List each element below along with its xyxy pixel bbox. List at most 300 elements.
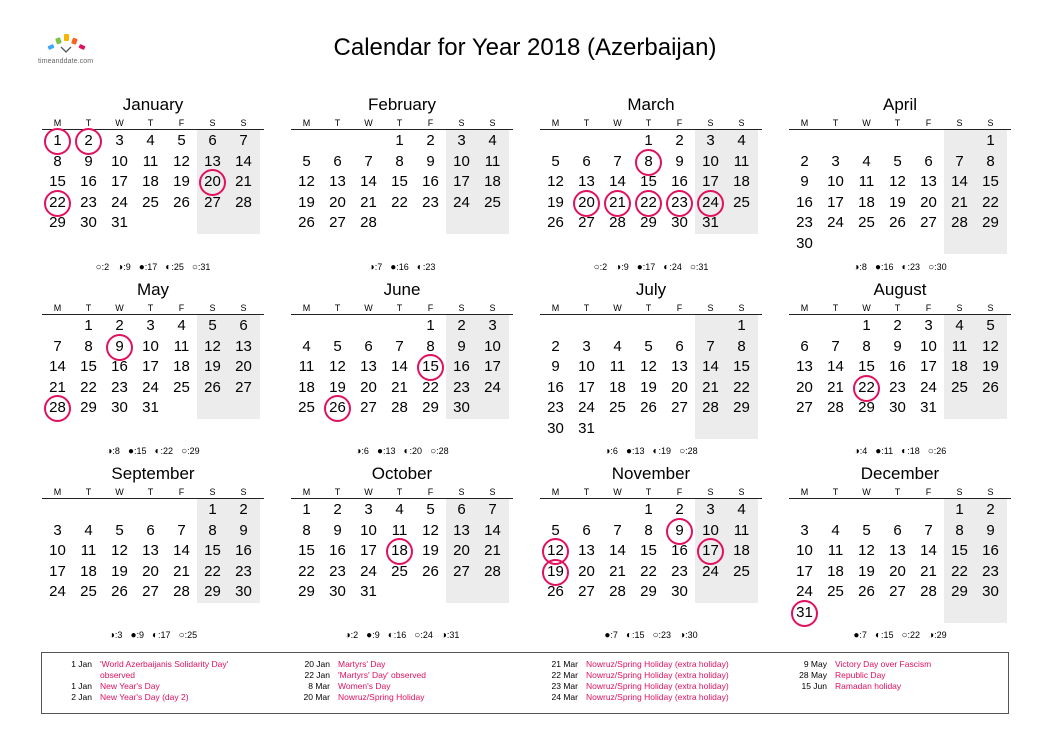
- moon-phase-date: :15: [133, 446, 147, 456]
- weekday-label: F: [178, 118, 185, 128]
- moon-phase-icon: ◑: [615, 262, 622, 273]
- weekday-label: T: [645, 303, 652, 313]
- legend-row: [52, 692, 228, 703]
- weekday-label: F: [178, 487, 185, 497]
- day-cell: 1: [644, 132, 653, 149]
- day-cell: 20: [329, 193, 346, 211]
- day-cell: 27: [360, 399, 377, 416]
- day-cell: 13: [329, 173, 346, 190]
- day-cell: 28: [827, 399, 844, 416]
- day-cell: 15: [640, 542, 657, 559]
- moon-phase: [414, 630, 433, 640]
- day-cell: 22: [640, 562, 657, 580]
- legend-holiday-name: New Year's Day (day 2): [100, 692, 189, 702]
- legend-holiday-name: Ramadan holiday: [835, 681, 902, 691]
- day-cell: 18: [827, 562, 844, 580]
- weekday-label: S: [209, 118, 216, 128]
- day-cell: 22: [298, 562, 315, 580]
- moon-phase-date: :9: [621, 262, 629, 272]
- day-cell: 1: [302, 501, 311, 518]
- day-cell: 8: [955, 521, 964, 539]
- legend-holiday-name: Nowruz/Spring Holiday (extra holiday): [586, 670, 729, 680]
- month-name: November: [611, 464, 691, 483]
- moon-phase-date: :2: [101, 262, 110, 272]
- moon-phase: [615, 262, 629, 272]
- moon-phase-icon: ●: [376, 446, 383, 457]
- day-cell: 16: [80, 173, 97, 190]
- day-cell: 17: [111, 173, 128, 190]
- day-cell: 15: [951, 542, 968, 559]
- day-cell: 5: [644, 337, 653, 355]
- weekday-header: [291, 487, 513, 499]
- moon-phases-5: [291, 446, 513, 457]
- day-cell: 29: [422, 399, 439, 416]
- day-cell: 16: [235, 542, 252, 559]
- moon-phase-date: :9: [123, 262, 131, 272]
- day-cell: 7: [488, 501, 497, 518]
- day-cell: 2: [457, 317, 466, 334]
- day-cell: 3: [53, 521, 62, 539]
- day-cell: 31: [360, 583, 377, 600]
- day-cell: 20: [453, 542, 470, 559]
- legend-row: [52, 670, 228, 681]
- day-cell: 4: [146, 132, 155, 149]
- month-name: January: [122, 95, 184, 114]
- weekday-header: [42, 303, 264, 315]
- holiday-day: 20: [197, 172, 228, 192]
- day-cell: 3: [582, 337, 591, 355]
- day-cell: 28: [173, 583, 190, 600]
- day-cell: 30: [80, 214, 97, 231]
- month-name: December: [860, 464, 940, 483]
- moon-phase-date: :2: [599, 262, 608, 272]
- legend-row: [52, 681, 228, 692]
- day-cell: 26: [640, 399, 657, 416]
- day-cell: 12: [298, 173, 315, 190]
- day-cell: 29: [733, 399, 750, 416]
- weekday-label: T: [334, 118, 341, 128]
- day-cell: 15: [391, 173, 408, 190]
- holiday-day: 24: [695, 193, 726, 213]
- moon-phase: [109, 630, 123, 640]
- day-cell: 9: [333, 521, 342, 539]
- moon-phase-icon: ○: [901, 630, 908, 641]
- day-cell: 26: [111, 583, 128, 600]
- legend-date: 20 Jan: [304, 659, 330, 669]
- moon-phase-icon: ●: [853, 630, 860, 641]
- day-cell: 19: [329, 378, 346, 396]
- legend-row: [787, 670, 931, 681]
- moon-phase: [594, 262, 608, 272]
- day-cell: 9: [426, 152, 435, 170]
- day-cell: 18: [142, 173, 159, 190]
- day-cell: 7: [395, 337, 404, 355]
- day-cell: 4: [488, 132, 497, 149]
- legend-date: 1 Jan: [71, 659, 92, 669]
- moon-phase-icon: ◐: [387, 630, 394, 641]
- day-cell: 21: [951, 193, 968, 211]
- day-cell: 26: [422, 562, 439, 580]
- moon-phase: [96, 262, 110, 272]
- day-cell: 13: [920, 173, 937, 190]
- moon-phase-date: :22: [907, 630, 921, 640]
- weekday-label: F: [427, 487, 434, 497]
- moon-phase-icon: ○: [95, 262, 102, 273]
- day-cell: 3: [706, 132, 715, 149]
- weekday-header: [291, 118, 513, 130]
- moon-phase: [604, 630, 618, 640]
- day-cell: 1: [426, 317, 435, 334]
- weekday-label: S: [489, 118, 496, 128]
- moon-phase-date: :20: [409, 446, 423, 456]
- day-cell: 1: [862, 317, 871, 334]
- day-cell: 4: [737, 501, 746, 518]
- day-cell: 12: [858, 542, 875, 559]
- day-cell: 14: [391, 358, 408, 375]
- day-cell: 5: [862, 521, 871, 539]
- day-cell: 18: [951, 358, 968, 375]
- moon-phase-icon: ◐: [663, 262, 670, 273]
- weekday-label: M: [302, 118, 311, 128]
- day-cell: 14: [951, 173, 968, 190]
- weekday-label: S: [738, 303, 745, 313]
- moon-phase-icon: ●: [130, 630, 137, 641]
- day-cell: 3: [457, 132, 466, 149]
- day-cell: 10: [796, 542, 813, 559]
- day-cell: 3: [924, 317, 933, 334]
- day-cell: 4: [302, 337, 311, 355]
- legend-date: 8 Mar: [308, 681, 330, 691]
- legend-column: [787, 659, 931, 692]
- legend-holiday-name: 'Martyrs' Day' observed: [338, 670, 427, 680]
- day-cell: 14: [609, 173, 626, 190]
- moon-phase: [604, 446, 618, 456]
- weekday-label: F: [676, 303, 683, 313]
- weekday-header: [789, 487, 1011, 499]
- day-cell: 19: [889, 193, 906, 211]
- weekday-label: S: [458, 118, 465, 128]
- day-cell: 11: [298, 358, 315, 375]
- day-cell: 2: [426, 132, 435, 149]
- moon-phase: [679, 446, 698, 456]
- legend-date: 23 Mar: [551, 681, 578, 691]
- day-cell: 24: [796, 583, 813, 600]
- moon-phase-icon: ●: [390, 262, 397, 273]
- day-cell: 1: [395, 132, 404, 149]
- legend-holiday-name: Victory Day over Fascism: [835, 659, 932, 669]
- day-cell: 17: [49, 562, 66, 580]
- moon-phase: [377, 446, 396, 456]
- weekday-label: F: [427, 303, 434, 313]
- weekday-label: T: [147, 487, 154, 497]
- day-cell: 26: [547, 214, 564, 231]
- moon-phases-2: [540, 262, 762, 273]
- day-cell: 27: [796, 399, 813, 416]
- moon-phase-icon: ○: [927, 446, 934, 457]
- day-cell: 21: [609, 562, 626, 580]
- day-cell: 28: [951, 214, 968, 231]
- moon-phase-date: :23: [907, 262, 921, 272]
- holiday-day: 12: [540, 541, 571, 561]
- day-cell: 27: [889, 583, 906, 600]
- day-cell: 30: [547, 419, 564, 437]
- moon-phase: [366, 630, 380, 640]
- moon-phase-icon: ○: [689, 262, 696, 273]
- legend-date: 22 Mar: [551, 670, 578, 680]
- day-cell: 15: [49, 173, 66, 190]
- weekday-header: [42, 487, 264, 499]
- day-cell: 27: [204, 193, 221, 211]
- weekday-label: W: [613, 487, 622, 497]
- day-cell: 3: [706, 501, 715, 518]
- month-name: April: [882, 95, 917, 114]
- day-cell: 9: [551, 358, 560, 375]
- moon-phase-icon: ◐: [625, 630, 632, 641]
- day-cell: 14: [235, 152, 252, 170]
- day-cell: 11: [733, 521, 750, 539]
- day-cell: 10: [453, 152, 470, 170]
- day-cell: 5: [986, 317, 995, 334]
- moon-phase: [690, 262, 709, 272]
- moon-phase: [875, 446, 893, 456]
- day-cell: 25: [858, 214, 875, 231]
- day-cell: 25: [173, 378, 190, 396]
- day-cell: 5: [115, 521, 124, 539]
- day-cell: 29: [640, 214, 657, 231]
- legend-date: 28 May: [799, 670, 827, 680]
- day-cell: 26: [547, 583, 564, 600]
- day-cell: 8: [84, 337, 93, 355]
- day-cell: 6: [239, 317, 248, 334]
- day-cell: 9: [986, 521, 995, 539]
- day-cell: 30: [329, 583, 346, 600]
- moon-phase: [853, 262, 867, 272]
- day-cell: 13: [142, 542, 159, 559]
- legend-holiday-name: Republic Day: [835, 670, 886, 680]
- weekday-label: W: [613, 303, 622, 313]
- day-cell: 25: [609, 399, 626, 416]
- day-cell: 26: [204, 378, 221, 396]
- day-cell: 7: [53, 337, 62, 355]
- moon-phase-icon: ◐: [652, 446, 659, 457]
- day-cell: 20: [235, 358, 252, 375]
- legend-holiday-name: Nowruz/Spring Holiday: [338, 692, 425, 702]
- weekday-label: S: [240, 487, 247, 497]
- day-cell: 28: [609, 214, 626, 231]
- day-cell: 30: [796, 234, 813, 252]
- weekday-header: [291, 303, 513, 315]
- moon-phase-date: :30: [934, 262, 947, 272]
- day-cell: 11: [951, 337, 968, 355]
- day-cell: 23: [547, 399, 564, 416]
- day-cell: 3: [115, 132, 124, 149]
- day-cell: 27: [235, 378, 252, 396]
- day-cell: 19: [173, 173, 190, 190]
- moon-phase: [663, 262, 682, 272]
- day-cell: 20: [920, 193, 937, 211]
- holiday-day: 26: [322, 398, 353, 418]
- day-cell: 2: [800, 152, 809, 170]
- moon-phase: [679, 630, 698, 640]
- moon-phase: [152, 630, 171, 640]
- moon-phase: [626, 630, 645, 640]
- day-cell: 23: [796, 214, 813, 231]
- moon-phase: [853, 630, 867, 640]
- day-cell: 21: [235, 173, 252, 190]
- page-title: Calendar for Year 2018 (Azerbaijan): [333, 34, 717, 61]
- moon-phase: [355, 446, 369, 456]
- day-cell: 8: [302, 521, 311, 539]
- holiday-day: 28: [42, 398, 73, 418]
- moon-phase-icon: ●: [875, 446, 882, 457]
- weekday-label: M: [551, 487, 560, 497]
- moon-phase-icon: ○: [178, 630, 185, 641]
- day-cell: 6: [582, 152, 591, 170]
- day-cell: 14: [484, 521, 501, 539]
- day-cell: 16: [547, 378, 564, 396]
- holiday-day: 9: [664, 521, 695, 541]
- moon-phase: [117, 262, 131, 272]
- day-cell: 9: [675, 152, 684, 170]
- day-cell: 27: [329, 214, 346, 231]
- moon-phase: [130, 630, 144, 640]
- holiday-day: 22: [633, 193, 664, 213]
- moon-phase: [165, 262, 184, 272]
- day-cell: 20: [578, 562, 595, 580]
- day-cell: 8: [53, 152, 62, 170]
- legend-row: [538, 670, 729, 681]
- day-cell: 17: [796, 562, 813, 580]
- day-cell: 25: [733, 193, 750, 211]
- moon-phase: [390, 262, 409, 272]
- moon-phase: [155, 446, 174, 456]
- day-cell: 11: [827, 542, 844, 559]
- weekday-label: T: [894, 118, 901, 128]
- day-cell: 22: [951, 562, 968, 580]
- day-cell: 25: [391, 562, 408, 580]
- holiday-day: 2: [73, 131, 104, 151]
- weekday-label: S: [489, 303, 496, 313]
- day-cell: 29: [298, 583, 315, 600]
- day-cell: 5: [551, 152, 560, 170]
- day-cell: 19: [640, 378, 657, 396]
- moon-phases-11: [789, 630, 1011, 641]
- day-cell: 21: [920, 562, 937, 580]
- moon-phase-date: :16: [880, 262, 894, 272]
- day-cell: 11: [484, 152, 501, 170]
- day-cell: 10: [920, 337, 937, 355]
- day-cell: 15: [298, 542, 315, 559]
- day-cell: 6: [800, 337, 809, 355]
- day-cell: 16: [111, 358, 128, 375]
- month-name: February: [367, 95, 437, 114]
- day-cell: 15: [733, 358, 750, 375]
- day-cell: 3: [800, 521, 809, 539]
- day-cell: 4: [613, 337, 622, 355]
- legend-column: [52, 659, 228, 703]
- day-cell: 25: [484, 193, 501, 211]
- legend-date: 1 Jan: [71, 681, 92, 691]
- moon-phases-10: [540, 630, 762, 641]
- day-cell: 4: [862, 152, 871, 170]
- day-cell: 7: [239, 132, 248, 149]
- weekday-label: S: [240, 303, 247, 313]
- day-cell: 18: [609, 378, 626, 396]
- moon-phases-4: [42, 446, 264, 457]
- holiday-day: 22: [851, 378, 882, 398]
- day-cell: 8: [644, 521, 653, 539]
- legend-row: [52, 659, 228, 670]
- moon-phase-date: :7: [859, 630, 867, 640]
- moon-phase-date: :15: [631, 630, 645, 640]
- moon-phases-1: [291, 262, 513, 273]
- day-cell: 25: [142, 193, 159, 211]
- day-cell: 13: [796, 358, 813, 375]
- day-cell: 28: [609, 583, 626, 600]
- day-cell: 23: [329, 562, 346, 580]
- day-cell: 1: [644, 501, 653, 518]
- legend-date: 20 Mar: [303, 692, 330, 702]
- day-cell: 12: [111, 542, 128, 559]
- weekday-label: T: [645, 118, 652, 128]
- day-cell: 7: [924, 521, 933, 539]
- day-cell: 11: [733, 152, 750, 170]
- day-cell: 8: [208, 521, 217, 539]
- day-cell: 10: [360, 521, 377, 539]
- moon-phase-date: :22: [160, 446, 174, 456]
- weekday-label: T: [147, 303, 154, 313]
- holiday-day: 9: [104, 337, 135, 357]
- day-cell: 28: [702, 399, 719, 416]
- day-cell: 12: [547, 173, 564, 190]
- day-cell: 19: [982, 358, 999, 375]
- day-cell: 10: [827, 173, 844, 190]
- day-cell: 20: [142, 562, 159, 580]
- moon-phase-icon: ◐: [901, 446, 908, 457]
- day-cell: 11: [80, 542, 97, 559]
- moon-phase-date: :30: [685, 630, 698, 640]
- weekday-label: S: [707, 487, 714, 497]
- weekday-label: M: [53, 118, 62, 128]
- moon-phase-icon: ◐: [403, 446, 410, 457]
- holiday-day: 20: [571, 193, 602, 213]
- day-cell: 5: [426, 501, 435, 518]
- weekday-label: S: [458, 303, 465, 313]
- holiday-day: 21: [602, 193, 633, 213]
- moon-phase-icon: ○: [928, 262, 935, 273]
- day-cell: 30: [453, 399, 470, 416]
- day-cell: 24: [827, 214, 844, 231]
- day-cell: 16: [671, 173, 688, 190]
- moon-phase: [902, 262, 921, 272]
- day-cell: 26: [889, 214, 906, 231]
- day-cell: 23: [235, 562, 252, 580]
- day-cell: 28: [920, 583, 937, 600]
- day-cell: 14: [360, 173, 377, 190]
- day-cell: 18: [733, 542, 750, 559]
- day-cell: 10: [142, 337, 159, 355]
- day-cell: 8: [426, 337, 435, 355]
- day-cell: 18: [80, 562, 97, 580]
- moon-phase-icon: ◑: [928, 630, 935, 641]
- day-cell: 11: [142, 152, 159, 170]
- moon-phase-date: :17: [158, 630, 171, 640]
- weekday-label: W: [364, 303, 373, 313]
- moon-phase-date: :9: [372, 630, 380, 640]
- weekday-label: M: [53, 487, 62, 497]
- day-cell: 19: [204, 358, 221, 375]
- day-cell: 14: [609, 542, 626, 559]
